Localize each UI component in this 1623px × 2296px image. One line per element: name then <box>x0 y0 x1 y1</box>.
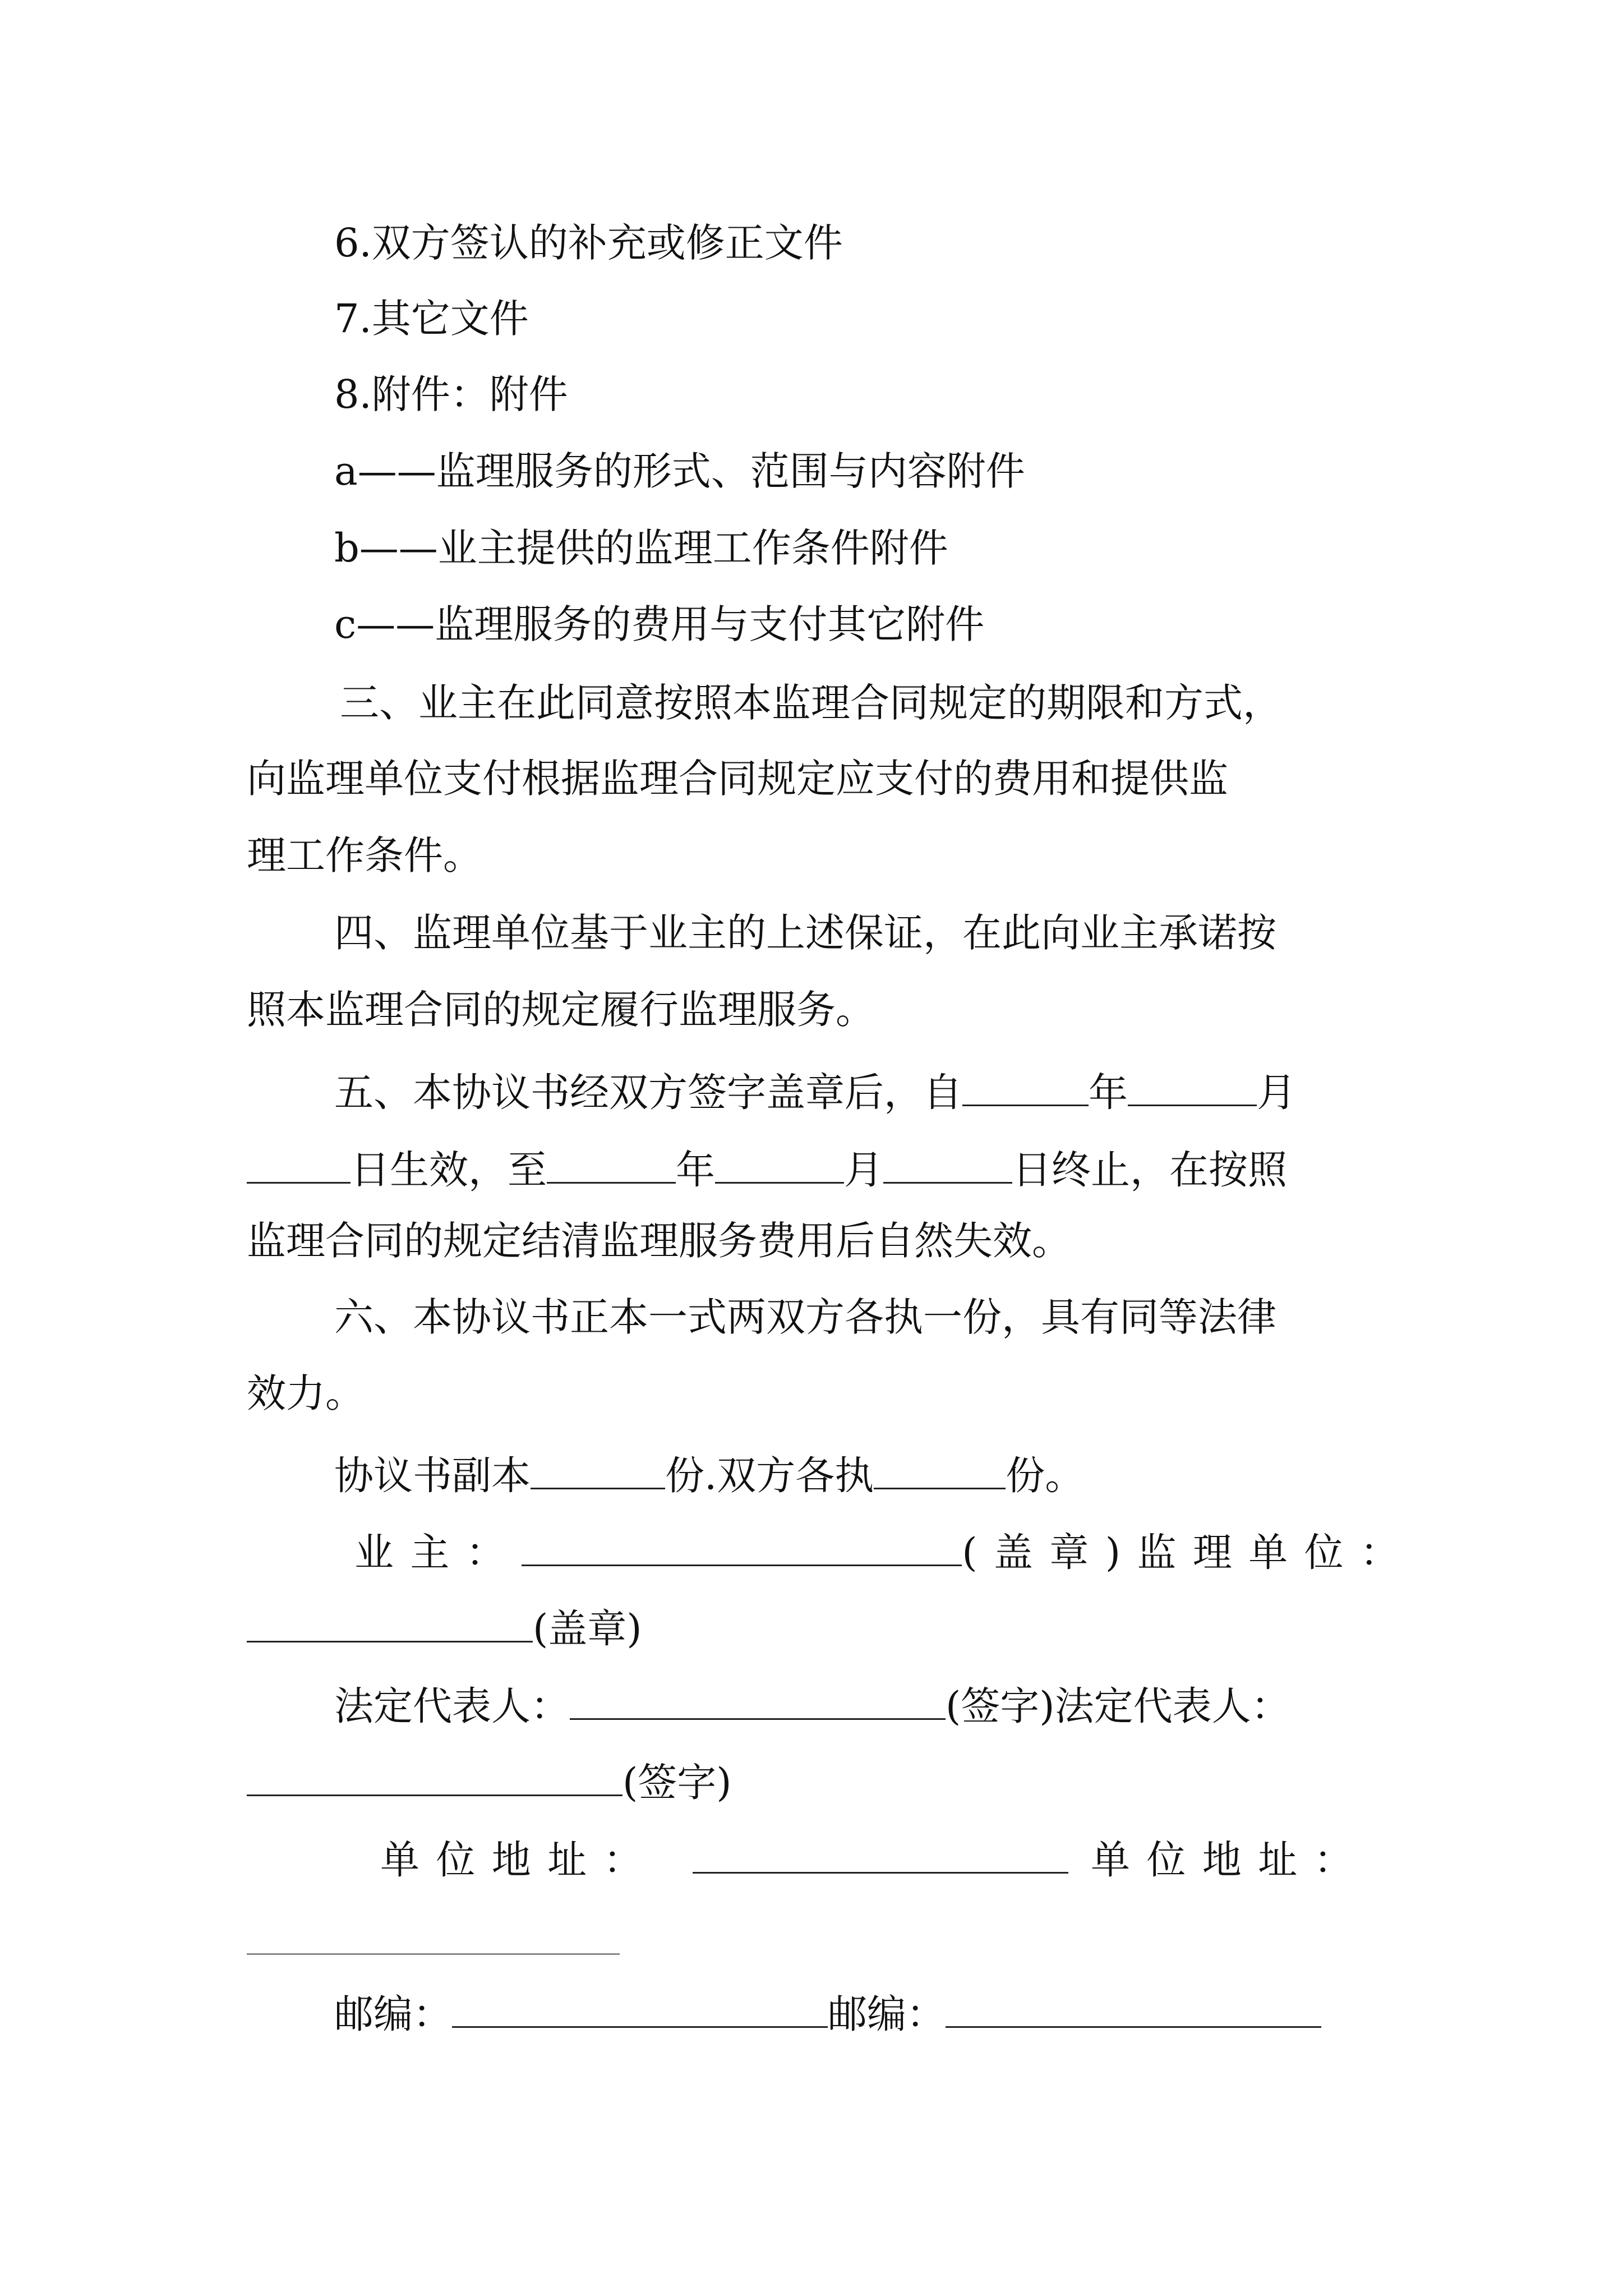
postcode-blank <box>452 1989 828 2028</box>
year2-label: 年 <box>676 1147 715 1193</box>
supervisor-blank <box>247 1603 533 1642</box>
appendix-a: a——监理服务的形式、范围与内容附件 <box>334 448 1025 494</box>
legal-rep2-sign: (签字) <box>623 1759 732 1806</box>
clause-3-line-2: 向监理单位支付根据监理合同规定应支付的费用和提供监 <box>247 756 1228 802</box>
effective-month-blank <box>1128 1067 1257 1106</box>
postcode2-label: 邮编： <box>828 1991 946 2037</box>
end-year-blank <box>547 1144 676 1184</box>
clause-3-line-1: 三、业主在此同意按照本监理合同规定的期限和方式， <box>340 680 1282 726</box>
copies-suffix: 份。 <box>1006 1452 1085 1499</box>
clause-5-line-3: 监理合同的规定结清监理服务费用后自然失效。 <box>247 1218 1071 1264</box>
legal-rep2-blank <box>247 1757 623 1796</box>
supervisor-seal-line <box>247 1603 642 1652</box>
end-month-blank <box>715 1144 844 1184</box>
supervisor-label: 监理单位： <box>1137 1529 1416 1576</box>
clause-3-line-3: 理工作条件。 <box>247 832 482 878</box>
address-label: 单位地址： <box>380 1837 659 1883</box>
month-label: 月 <box>1257 1069 1296 1116</box>
legal-rep2-label: 法定代表人： <box>1054 1683 1290 1729</box>
owner-blank <box>522 1527 962 1566</box>
copies-line <box>334 1450 1085 1499</box>
supervisor-seal: (盖章) <box>533 1605 642 1652</box>
legal-rep2-sign-line <box>247 1757 732 1806</box>
legal-rep-line <box>334 1681 1290 1729</box>
copies-each-blank <box>874 1450 1006 1489</box>
clause-5-line-2 <box>247 1144 1287 1193</box>
address2-blank <box>247 1953 620 1955</box>
clause-5-line-1 <box>334 1067 1296 1116</box>
day-end-label: 日终止，在按照 <box>1012 1147 1287 1193</box>
month2-label: 月 <box>844 1147 883 1193</box>
clause-4-line-1: 四、监理单位基于业主的上述保证，在此向业主承诺按 <box>334 910 1276 956</box>
day-effective-label: 日生效，至 <box>351 1147 547 1193</box>
legal-rep-sign: (签字) <box>946 1683 1055 1729</box>
year-label: 年 <box>1089 1069 1128 1116</box>
clause-5-prefix: 五、本协议书经双方签字盖章后，自 <box>334 1069 962 1116</box>
clause-4-line-2: 照本监理合同的规定履行监理服务。 <box>247 987 875 1033</box>
owner-signature-line <box>354 1527 1416 1576</box>
item-8: 8.附件：附件 <box>334 371 568 417</box>
appendix-c: c——监理服务的费用与支付其它附件 <box>334 601 985 647</box>
address-blank <box>693 1834 1068 1874</box>
item-6: 6.双方签认的补充或修正文件 <box>334 220 843 266</box>
postcode2-blank <box>946 1989 1321 2028</box>
clause-6-line-2: 效力。 <box>247 1370 365 1416</box>
effective-year-blank <box>962 1067 1089 1106</box>
copies-prefix: 协议书副本 <box>334 1452 531 1499</box>
item-7: 7.其它文件 <box>334 296 529 342</box>
effective-day-blank <box>247 1144 351 1184</box>
owner-label: 业主： <box>354 1529 522 1576</box>
legal-rep-blank <box>570 1681 946 1720</box>
address-line <box>380 1834 1370 1883</box>
clause-6-line-1: 六、本协议书正本一式两双方各执一份，具有同等法律 <box>334 1294 1276 1340</box>
copies-mid: 份.双方各执 <box>665 1452 874 1499</box>
appendix-b: b——业主提供的监理工作条件附件 <box>334 525 948 571</box>
legal-rep-label: 法定代表人： <box>334 1683 570 1729</box>
end-day-blank <box>883 1144 1012 1184</box>
address2-label: 单位地址： <box>1091 1837 1370 1883</box>
copies-count-blank <box>531 1450 665 1489</box>
postcode-label: 邮编： <box>334 1991 452 2037</box>
postcode-line <box>334 1989 1321 2037</box>
owner-seal: (盖章) <box>962 1529 1137 1576</box>
